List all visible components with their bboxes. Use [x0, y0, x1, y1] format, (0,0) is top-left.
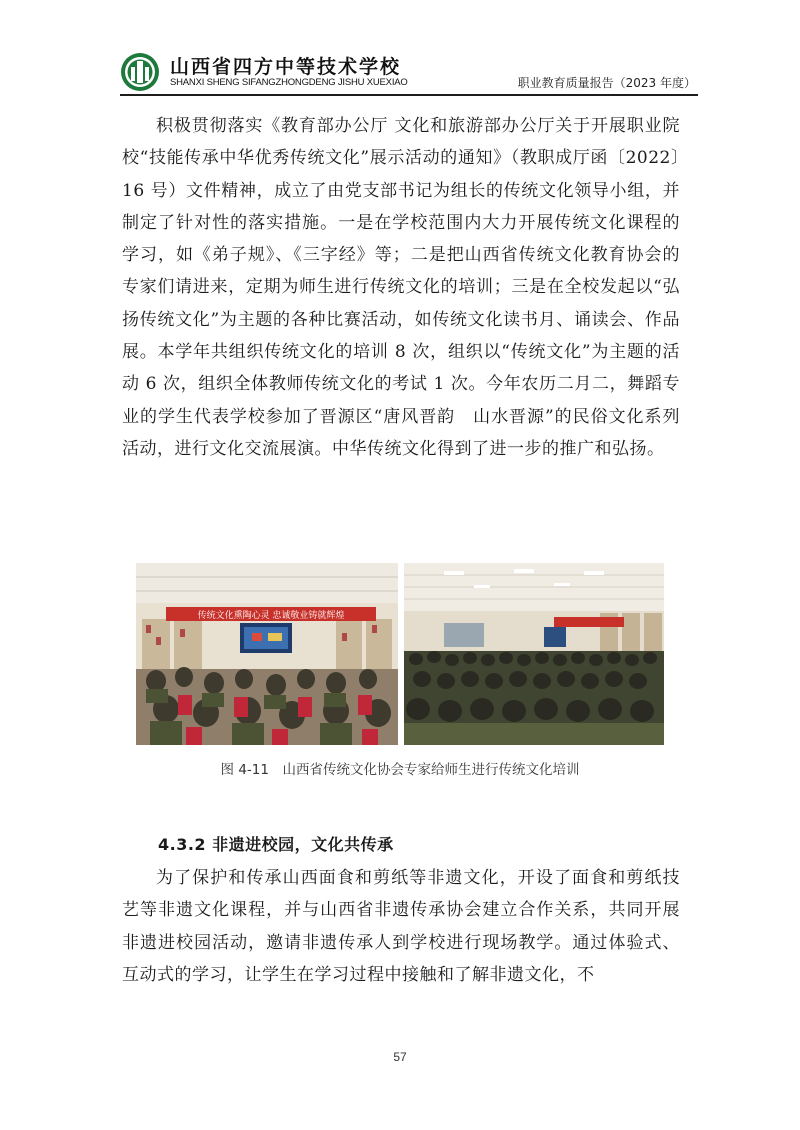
section-heading: 4.3.2 非遗进校园，文化共传承	[158, 835, 394, 854]
school-name-en: SHANXI SHENG SIFANGZHONGDENG JISHU XUEXIAO	[170, 77, 408, 88]
photo-training-classroom	[136, 563, 398, 745]
body-paragraph-1: 积极贯彻落实《教育部办公厅 文化和旅游部办公厅关于开展职业院校“技能传承中华优秀传统文化”展示活动的通知》（教职成厅函〔2022〕16 号）文件精神，成立了由党支部书记为组长的传统文化领导小组，并制定了针对性的落实措施。一是在学校范围内大力开展传统文化课程的学习，如《弟子规》、《三字经》等；二是把山西省传统文化教育协会的专家们请进来，定期为师生进行传统文化的培训；三是在全校发起以“弘扬传统文化”为主题的各种比赛活动，如传统文化读书月、诵读会、作品展。本学年共组织传统文化的培训 8 次，组织以“传统文化”为主题的活动 6 次，组织全体教师传统文化的考试 1 次。今年农历二月二，舞蹈专业的学生代表学校参加了晋源区“唐风晋韵 山水晋源”的民俗文化系列活动，进行文化交流展演。中华传统文化得到了进一步的推广和弘扬。	[122, 116, 680, 459]
page-number: 57	[393, 1050, 407, 1064]
school-emblem-icon	[120, 52, 160, 92]
photo-training-hall	[404, 563, 664, 745]
body-paragraph-2: 为了保护和传承山西面食和剪纸等非遗文化，开设了面食和剪纸技艺等非遗文化课程，并与山西省非遗传承协会建立合作关系，共同开展非遗进校园活动，邀请非遗传承人到学校进行现场教学。通过体验式、互动式的学习，让学生在学习过程中接触和了解非遗文化，不	[122, 868, 680, 985]
banner-text: 传统文化熏陶心灵 忠诚敬业铸就辉煌	[197, 611, 345, 621]
school-name-cn: 山西省四方中等技术学校	[170, 56, 402, 78]
page-header	[120, 50, 698, 96]
figure-caption: 图 4-11 山西省传统文化协会专家给师生进行传统文化培训	[220, 762, 580, 778]
report-title: 职业教育质量报告（2023 年度）	[517, 76, 696, 90]
